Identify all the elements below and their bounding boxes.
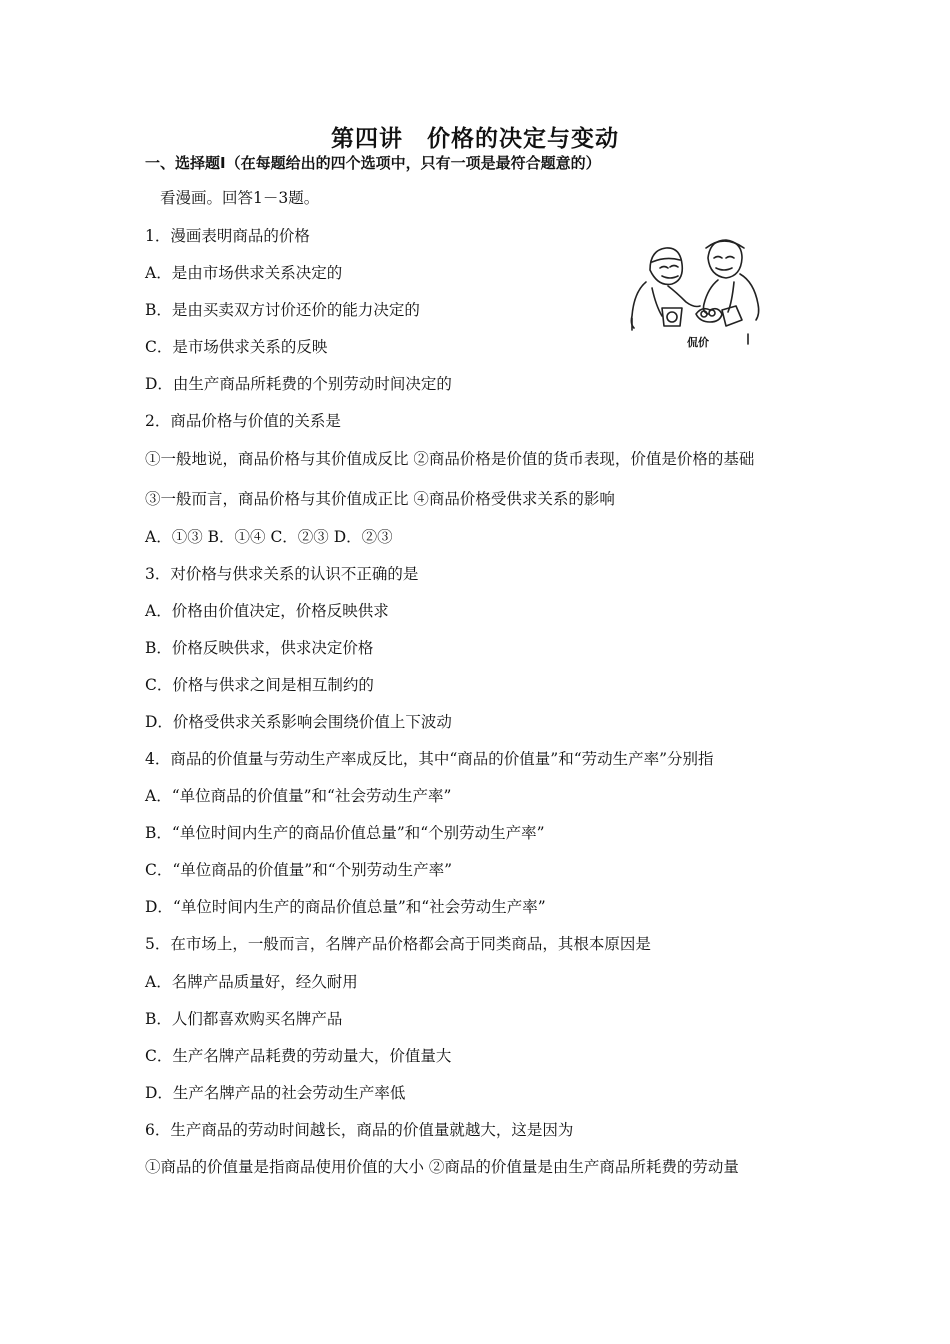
question-2: 2．商品价格与价值的关系是 (145, 412, 341, 430)
q1-option-a: A．是由市场供求关系决定的 (145, 264, 343, 282)
question-4: 4．商品的价值量与劳动生产率成反比，其中“商品的价值量”和“劳动生产率”分别指 (145, 750, 714, 768)
q5-option-b: B．人们都喜欢购买名牌产品 (145, 1010, 343, 1028)
q2-statement-1-2: ①一般地说，商品价格与其价值成反比 ②商品价格是价值的货币表现，价值是价格的基础 (145, 450, 755, 468)
q6-statement-1-2: ①商品的价值量是指商品使用价值的大小 ②商品的价值量是由生产商品所耗费的劳动量 (145, 1158, 739, 1176)
q5-option-d: D．生产名牌产品的社会劳动生产率低 (145, 1084, 406, 1102)
q1-option-d: D．由生产商品所耗费的个别劳动时间决定的 (145, 375, 452, 393)
page-title: 第四讲 价格的决定与变动 (331, 125, 619, 152)
q2-options: A．①③ B．①④ C．②③ D．②③ (145, 528, 393, 546)
q1-option-b: B．是由买卖双方讨价还价的能力决定的 (145, 301, 420, 319)
q4-option-c: C．“单位商品的价值量”和“个别劳动生产率” (145, 861, 453, 879)
q3-option-d: D．价格受供求关系影响会围绕价值上下波动 (145, 713, 452, 731)
question-6: 6．生产商品的劳动时间越长，商品的价值量就越大，这是因为 (145, 1121, 574, 1139)
intro-text: 看漫画。回答1－3题。 (160, 189, 320, 207)
q3-option-c: C．价格与供求之间是相互制约的 (145, 676, 374, 694)
q4-option-d: D．“单位时间内生产的商品价值总量”和“社会劳动生产率” (145, 898, 546, 916)
q2-statement-3-4: ③一般而言，商品价格与其价值成正比 ④商品价格受供求关系的影响 (145, 490, 615, 508)
q3-option-b: B．价格反映供求，供求决定价格 (145, 639, 374, 657)
q4-option-a: A．“单位商品的价值量”和“社会劳动生产率” (145, 787, 452, 805)
question-1: 1．漫画表明商品的价格 (145, 227, 310, 245)
question-5: 5．在市场上，一般而言，名牌产品价格都会高于同类商品，其根本原因是 (145, 935, 651, 953)
question-3: 3．对价格与供求关系的认识不正确的是 (145, 565, 419, 583)
cartoon-caption: 侃价 (687, 336, 709, 349)
q5-option-a: A．名牌产品质量好，经久耐用 (145, 973, 358, 991)
q4-option-b: B．“单位时间内生产的商品价值总量”和“个别劳动生产率” (145, 824, 545, 842)
q1-option-c: C．是市场供求关系的反映 (145, 338, 328, 356)
section-heading: 一、选择题Ⅰ（在每题给出的四个选项中，只有一项是最符合题意的） (145, 154, 601, 172)
q3-option-a: A．价格由价值决定，价格反映供求 (145, 602, 389, 620)
q5-option-c: C．生产名牌产品耗费的劳动量大，价值量大 (145, 1047, 452, 1065)
bargaining-cartoon (622, 218, 770, 350)
